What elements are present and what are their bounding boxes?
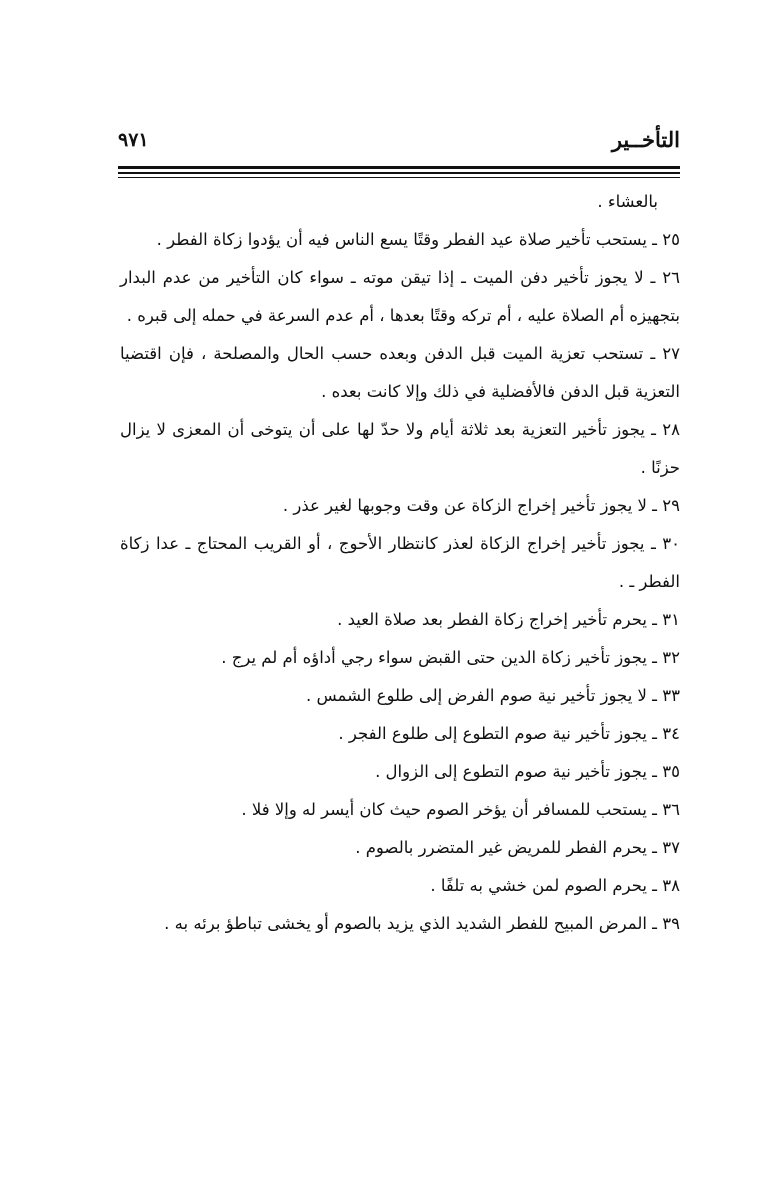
list-item: ٣٣ ـ لا يجوز تأخير نية صوم الفرض إلى طلوع الشمس . — [306, 686, 680, 705]
header-rule-thick — [118, 166, 680, 169]
list-item: ٣٥ ـ يجوز تأخير نية صوم التطوع إلى الزوال . — [375, 762, 680, 781]
list-item: ٣٩ ـ المرض المبيح للفطر الشديد الذي يزيد بالصوم أو يخشى تباطؤ برئه به . — [164, 914, 680, 933]
list-item: ٢٩ ـ لا يجوز تأخير إخراج الزكاة عن وقت وجوبها لغير عذر . — [282, 496, 680, 515]
list-item: ٢٧ ـ تستحب تعزية الميت قبل الدفن وبعده حسب الحال والمصلحة ، فإن اقتضيا التعزية قبل الدفن فالأفضلية في ذلك وإلا كانت بعده . — [120, 344, 680, 401]
list-item: ٣١ ـ يحرم تأخير إخراج زكاة الفطر بعد صلاة العيد . — [337, 610, 680, 629]
header-rule-middle — [118, 172, 680, 174]
header-rule-thin — [118, 177, 680, 178]
list-item: ٢٦ ـ لا يجوز تأخير دفن الميت ـ إذا تيقن موته ـ سواء كان التأخير من عدم البدار بتجهيزه أم الصلاة عليه ، أم تركه وقتًا بعدها ، أم عدم السرعة في حمله إلى قبره . — [120, 268, 680, 325]
list-item: ٢٥ ـ يستحب تأخير صلاة عيد الفطر وقتًا يسع الناس فيه أن يؤدوا زكاة الفطر . — [156, 230, 680, 249]
list-item: ٣٤ ـ يجوز تأخير نية صوم التطوع إلى طلوع الفجر . — [338, 724, 680, 743]
list-item: ٢٨ ـ يجوز تأخير التعزية بعد ثلاثة أيام ولا حدّ لها على أن يتوخى أن المعزى لا يزال حزنًا . — [120, 420, 680, 477]
page-number: ٩٧١ — [118, 129, 149, 151]
list-item: ٣٦ ـ يستحب للمسافر أن يؤخر الصوم حيث كان أيسر له وإلا فلا . — [241, 800, 680, 819]
list-item: بالعشاء . — [597, 192, 658, 211]
list-item: ٣٢ ـ يجوز تأخير زكاة الدين حتى القبض سواء رجي أداؤه أم لم يرج . — [221, 648, 680, 667]
running-header — [118, 127, 680, 159]
chapter-title: التأخــير — [611, 127, 680, 152]
body-text — [120, 183, 680, 943]
list-item: ٣٧ ـ يحرم الفطر للمريض غير المتضرر بالصوم . — [355, 838, 680, 857]
list-item: ٣٨ ـ يحرم الصوم لمن خشي به تلفًا . — [430, 876, 680, 895]
list-item: ٣٠ ـ يجوز تأخير إخراج الزكاة لعذر كانتظار الأحوج ، أو القريب المحتاج ـ عدا زكاة الفطر ـ . — [120, 534, 680, 591]
